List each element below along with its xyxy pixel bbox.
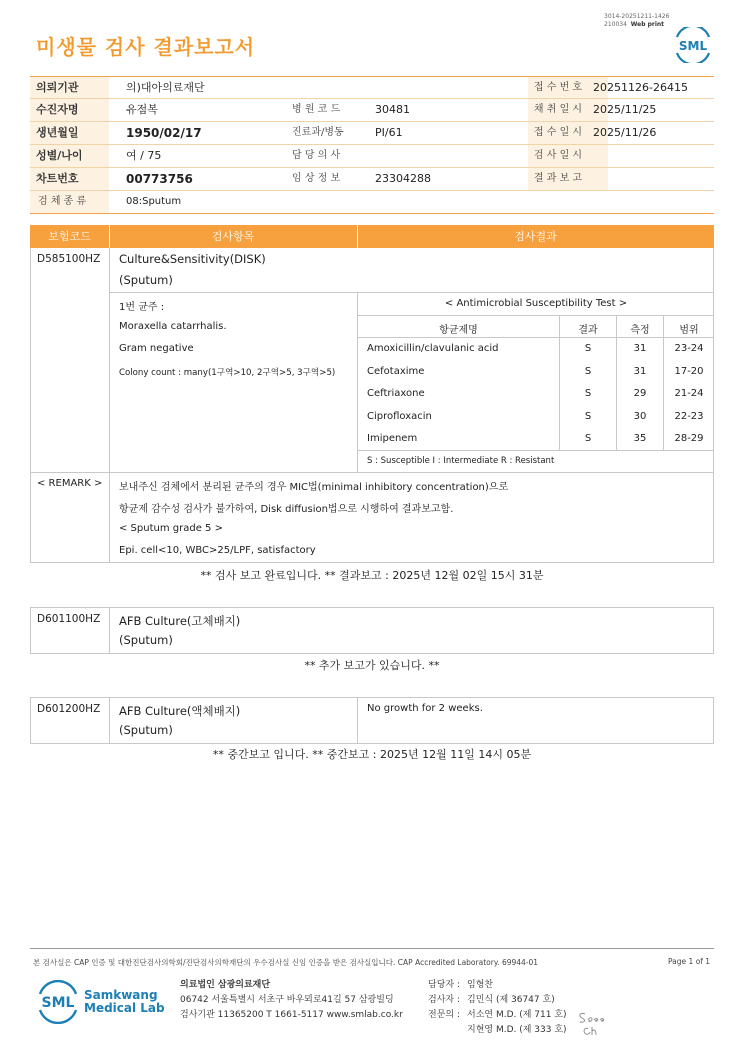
section3-result: No growth for 2 weeks. bbox=[367, 703, 483, 714]
name-value: 유점복 bbox=[126, 103, 158, 116]
ast-row-drug: Ceftriaxone bbox=[367, 388, 425, 400]
ast-row-drug: Cefotaxime bbox=[367, 365, 425, 377]
clinical-label: 임 상 정 보 bbox=[292, 173, 341, 184]
dept-label: 진료과/병동 bbox=[292, 127, 344, 138]
sex-age-value: 여 / 75 bbox=[126, 149, 162, 162]
chart-label: 차트번호 bbox=[36, 172, 79, 185]
ast-row-drug: Imipenem bbox=[367, 433, 418, 445]
ast-row-value: 35 bbox=[633, 433, 647, 445]
section1-item-name: Culture&Sensitivity(DISK) bbox=[119, 252, 266, 266]
ast-col-drug: 항균제명 bbox=[439, 325, 478, 336]
colony-count: Colony count : many(1구역>10, 2구역>5, 3구역>5) bbox=[119, 368, 336, 378]
section2-code: D601100HZ bbox=[37, 613, 101, 625]
ast-col-value: 측정 bbox=[630, 325, 650, 336]
page-title: 미생물 검사 결과보고서 bbox=[36, 35, 256, 59]
section3-item-specimen: (Sputum) bbox=[119, 723, 173, 737]
birth-label: 생년월일 bbox=[36, 126, 79, 139]
hospital-code-label: 병 원 코 드 bbox=[292, 104, 341, 115]
sml-logo-bottom bbox=[36, 980, 80, 1027]
print-id-line1: 3014-20251211-1426 bbox=[604, 13, 670, 20]
print-id-code: 210034 bbox=[604, 21, 627, 28]
footer-staff-labels bbox=[428, 978, 460, 1023]
section-afb-liquid bbox=[30, 697, 714, 744]
staff-label-manager: 담당자 : bbox=[428, 980, 460, 990]
ast-row-drug: Amoxicillin/clavulanic acid bbox=[367, 343, 499, 354]
collect-date-value: 2025/11/25 bbox=[593, 103, 657, 116]
organism-name: Moraxella catarrhalis. bbox=[119, 321, 227, 332]
info-row-2 bbox=[30, 99, 714, 122]
sex-age-label: 성별/나이 bbox=[36, 149, 83, 162]
birth-value: 1950/02/17 bbox=[126, 126, 202, 140]
hospital-code-value: 30481 bbox=[375, 103, 410, 116]
patient-info-table bbox=[30, 76, 714, 214]
sml-logo-top bbox=[673, 27, 713, 66]
footer-divider bbox=[30, 948, 714, 949]
info-row-5 bbox=[30, 168, 714, 191]
ast-row-range: 28-29 bbox=[674, 433, 704, 445]
staff-name-specialist-2: 지현영 M.D. (제 333 호) bbox=[467, 1025, 567, 1035]
ast-row-value: 30 bbox=[633, 410, 647, 422]
gram-stain: Gram negative bbox=[119, 343, 194, 354]
staff-label-tester: 검사자 : bbox=[428, 995, 460, 1005]
dept-value: PI/61 bbox=[375, 126, 403, 139]
info-row-6 bbox=[30, 191, 714, 214]
section3-code: D601200HZ bbox=[37, 703, 101, 715]
section1-status-note: ** 검사 보고 완료입니다. ** 결과보고 : 2025년 12월 02일 15시 31분 bbox=[200, 569, 544, 582]
info-row-4 bbox=[30, 145, 714, 168]
ast-row-range: 22-23 bbox=[674, 410, 704, 422]
name-label: 수진자명 bbox=[36, 103, 79, 116]
header-item: 검사항목 bbox=[211, 230, 255, 243]
header-result: 검사결과 bbox=[514, 230, 557, 243]
receipt-date-label: 접 수 일 시 bbox=[533, 127, 583, 138]
info-row-3 bbox=[30, 122, 714, 145]
remark-line-3: < Sputum grade 5 > bbox=[119, 523, 223, 534]
req-org-label: 의뢰기관 bbox=[36, 81, 79, 94]
staff-name-manager: 임형찬 bbox=[467, 980, 494, 990]
print-id bbox=[604, 13, 669, 29]
footer-org-info bbox=[180, 978, 403, 1023]
section-culture-sensitivity bbox=[30, 248, 714, 563]
collect-date-label: 채 취 일 시 bbox=[533, 104, 583, 115]
staff-label-specialist: 전문의 : bbox=[428, 1010, 460, 1020]
info-row-1 bbox=[30, 76, 714, 99]
section-afb-solid bbox=[30, 607, 714, 654]
specimen-value: 08:Sputum bbox=[126, 196, 182, 207]
ast-row-result: S bbox=[584, 410, 592, 422]
doctor-label: 담 당 의 사 bbox=[292, 150, 341, 161]
footer-page-number: Page 1 of 1 bbox=[668, 957, 711, 966]
section3-status-note: ** 중간보고 입니다. ** 중간보고 : 2025년 12월 11일 14시 05분 bbox=[212, 748, 532, 761]
chart-value: 00773756 bbox=[126, 172, 193, 186]
susceptibility-legend: S : Susceptible I : Intermediate R : Resistant bbox=[367, 456, 555, 466]
remark-line-4: Epi. cell<10, WBC>25/LPF, satisfactory bbox=[119, 545, 316, 556]
remark-label: < REMARK > bbox=[37, 478, 103, 489]
organism-number: 1번 균주 : bbox=[119, 302, 165, 313]
remark-line-1: 보내주신 검체에서 분리된 균주의 경우 MIC법(minimal inhibitory concentration)으로 bbox=[119, 482, 509, 493]
section3-item-name: AFB Culture(액체배지) bbox=[119, 704, 241, 718]
print-id-label: Web print bbox=[630, 21, 665, 28]
footer-address: 06742 서울특별시 서초구 바우뫼로41길 57 삼광빌딩 bbox=[180, 995, 394, 1005]
footer-contact: 검사기관 11365200 T 1661-5117 www.smlab.co.kr bbox=[180, 1010, 403, 1020]
clinical-value: 23304288 bbox=[375, 172, 431, 185]
remark-line-2: 항균제 감수성 검사가 불가하여, Disk diffusion법으로 시행하여 결과보고함. bbox=[119, 504, 454, 515]
ast-row-result: S bbox=[584, 433, 592, 445]
specimen-label: 검 체 종 류 bbox=[38, 196, 87, 207]
staff-name-tester: 김민식 (제 36747 호) bbox=[467, 995, 555, 1005]
ast-row-result: S bbox=[584, 388, 592, 400]
section1-item-specimen: (Sputum) bbox=[119, 273, 173, 287]
ast-row-result: S bbox=[584, 365, 592, 377]
section2-item-specimen: (Sputum) bbox=[119, 633, 173, 647]
staff-name-specialist-1: 서소연 M.D. (제 711 호) bbox=[467, 1010, 567, 1020]
ast-row-value: 31 bbox=[633, 343, 647, 354]
header-code: 보험코드 bbox=[48, 230, 91, 243]
svg-text:SML: SML bbox=[41, 995, 75, 1011]
handwritten-signature bbox=[576, 1010, 610, 1043]
report-label: 결 과 보 고 bbox=[533, 173, 583, 184]
section2-item-name: AFB Culture(고체배지) bbox=[119, 614, 241, 628]
ast-col-result: 결과 bbox=[578, 325, 598, 336]
ast-row-range: 23-24 bbox=[674, 343, 704, 354]
ast-row-range: 17-20 bbox=[674, 365, 704, 377]
receipt-date-value: 2025/11/26 bbox=[593, 126, 657, 139]
req-org-value: 의)대아의료재단 bbox=[126, 81, 205, 94]
ast-row-value: 31 bbox=[633, 365, 647, 377]
ast-row-drug: Ciprofloxacin bbox=[367, 410, 432, 422]
ast-row-range: 21-24 bbox=[674, 388, 704, 400]
logo-wordmark bbox=[84, 989, 165, 1015]
receipt-no-label: 접 수 번 호 bbox=[533, 82, 583, 93]
footer-certification: 본 검사실은 CAP 인증 및 대한진단검사의학회/진단검사의학재단의 우수검사실 신임 인증을 받은 검사실입니다. CAP Accredited Laboratory. 69944-01 bbox=[33, 958, 539, 967]
footer-staff-names bbox=[467, 978, 567, 1038]
ast-row-result: S bbox=[584, 343, 592, 354]
ast-col-range: 범위 bbox=[679, 325, 699, 336]
results-header bbox=[30, 225, 714, 248]
section1-code: D585100HZ bbox=[37, 253, 101, 265]
footer-org-name: 의료법인 삼광의료재단 bbox=[180, 980, 271, 990]
section2-status-note: ** 추가 보고가 있습니다. ** bbox=[304, 659, 440, 672]
ast-title: < Antimicrobial Susceptibility Test > bbox=[444, 298, 628, 309]
svg-text:SML: SML bbox=[678, 39, 708, 53]
logo-name-line1: Samkwang bbox=[84, 988, 158, 1002]
logo-name-line2: Medical Lab bbox=[84, 1001, 165, 1015]
ast-row-value: 29 bbox=[633, 388, 647, 400]
test-date-label: 검 사 일 시 bbox=[533, 150, 583, 161]
receipt-no-value: 20251126-26415 bbox=[593, 81, 688, 94]
